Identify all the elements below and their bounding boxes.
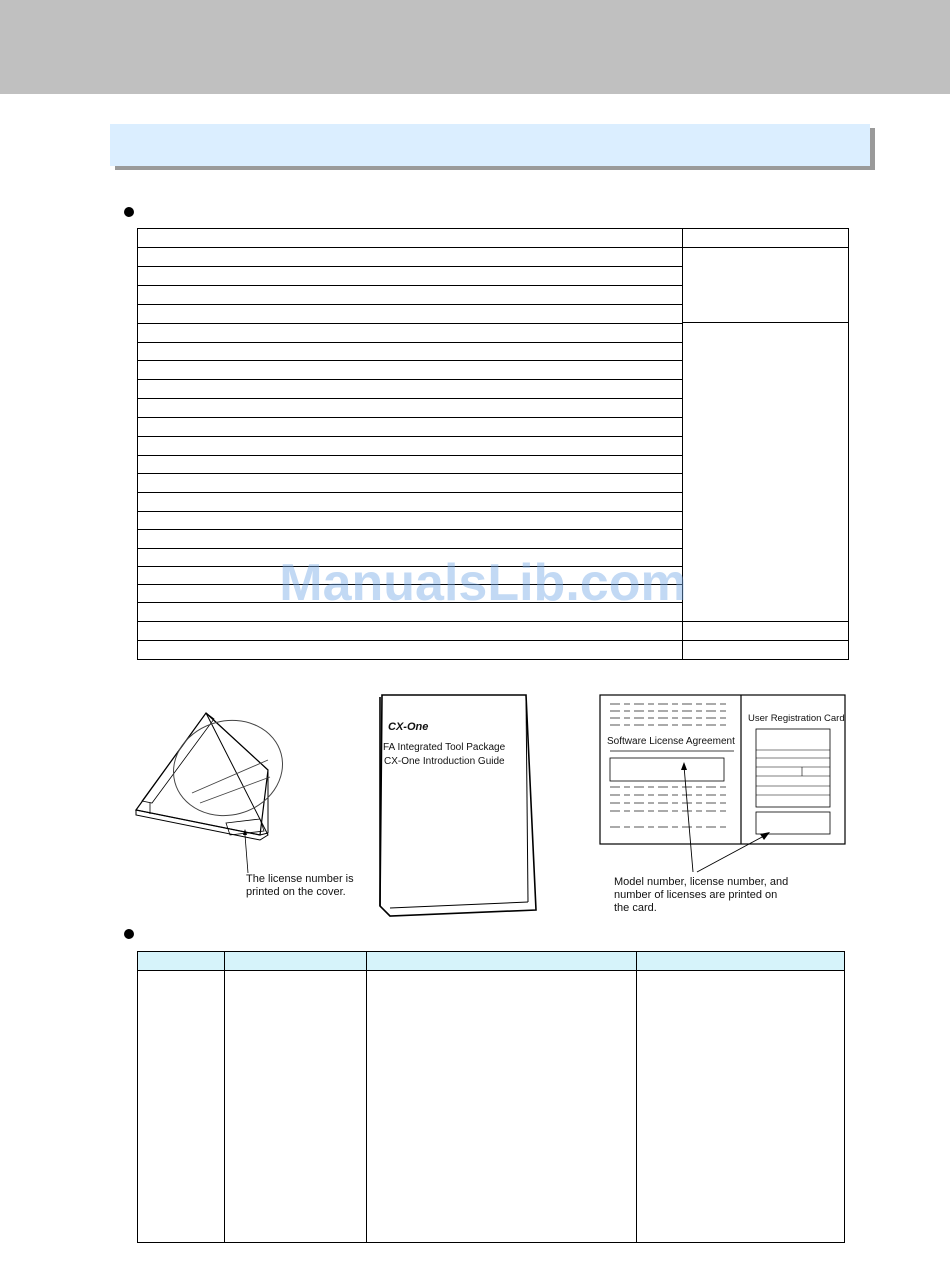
table-row	[682, 640, 848, 641]
table-column-divider	[636, 952, 637, 1242]
table-row	[138, 398, 682, 399]
table-row	[138, 640, 682, 641]
table-row	[682, 247, 848, 248]
booklet-title-line1: FA Integrated Tool Package	[383, 742, 506, 753]
watermark: ManualsLib.com	[279, 554, 687, 612]
license-agreement-label: Software License Agreement	[607, 736, 735, 747]
table-column-divider	[366, 952, 367, 1242]
table-row	[138, 473, 682, 474]
details-table	[137, 951, 845, 1243]
table-row	[138, 266, 682, 267]
table-row	[138, 285, 682, 286]
bullet-icon	[124, 929, 134, 939]
registration-card-label: User Registration Card	[748, 713, 845, 724]
section-header-banner	[110, 124, 870, 166]
callout-arrows	[660, 760, 780, 880]
table-row	[138, 417, 682, 418]
bullet-icon	[124, 207, 134, 217]
table-row	[138, 323, 682, 324]
table-header-row	[138, 952, 844, 971]
table-row	[138, 455, 682, 456]
table-row	[682, 621, 848, 622]
table-row	[138, 529, 682, 530]
cd-case-caption: The license number is printed on the cover.	[246, 873, 354, 898]
table-row	[138, 304, 682, 305]
table-row	[138, 379, 682, 380]
table-row	[138, 247, 682, 248]
cx-one-logo: CX-One	[388, 721, 429, 733]
table-row	[138, 548, 682, 549]
booklet-title-line2: CX-One Introduction Guide	[384, 756, 505, 767]
table-row	[138, 511, 682, 512]
table-row	[138, 342, 682, 343]
table-row	[138, 492, 682, 493]
top-banner	[0, 0, 950, 94]
table-row	[138, 360, 682, 361]
table-column-divider	[224, 952, 225, 1242]
table-row	[682, 322, 848, 323]
license-card-caption: Model number, license number, and number of licenses are printed on the card.	[614, 876, 789, 914]
table-row	[138, 436, 682, 437]
table-row	[138, 621, 682, 622]
